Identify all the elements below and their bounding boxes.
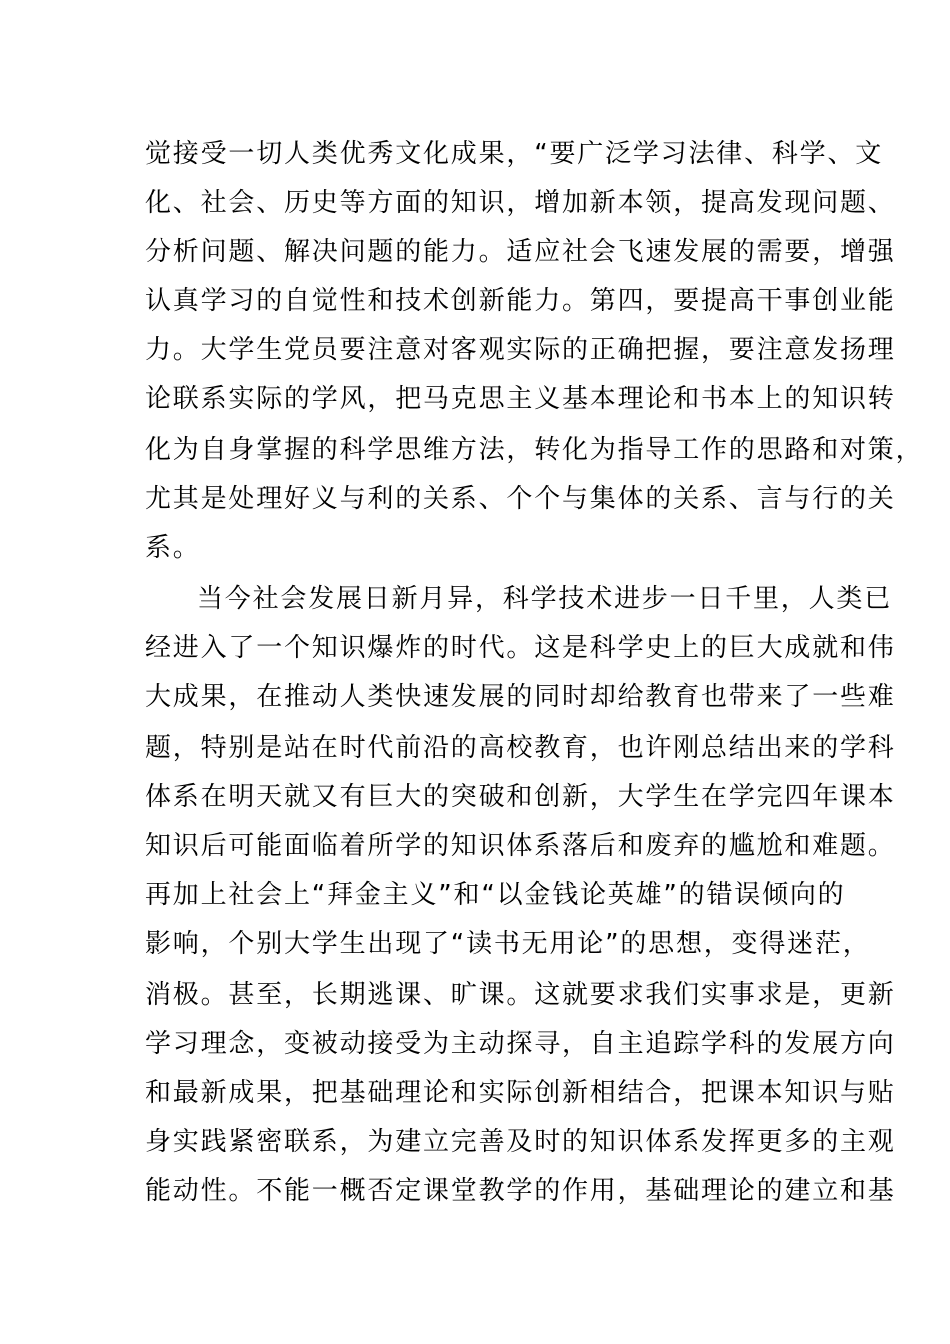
text-line: 论联系实际的学风，把马克思主义基本理论和书本上的知识转 bbox=[145, 384, 896, 414]
text-line: 体系在明天就又有巨大的突破和创新，大学生在学完四年课本 bbox=[145, 782, 896, 812]
text-line: 身实践紧密联系，为建立完善及时的知识体系发挥更多的主观 bbox=[145, 1127, 896, 1157]
text-line: 当今社会发展日新月异，科学技术进步一日千里，人类已 bbox=[197, 584, 893, 614]
text-line: 大成果，在推动人类快速发展的同时却给教育也带来了一些难 bbox=[145, 682, 896, 712]
text-line: 力。大学生党员要注意对客观实际的正确把握，要注意发扬理 bbox=[145, 335, 896, 365]
text-line: 尤其是处理好义与利的关系、个个与集体的关系、言与行的关 bbox=[145, 484, 896, 514]
text-line: 觉接受一切人类优秀文化成果，“要广泛学习法律、科学、文 bbox=[145, 139, 884, 169]
text-line: 经进入了一个知识爆炸的时代。这是科学史上的巨大成就和伟 bbox=[145, 633, 896, 663]
text-line: 能动性。不能一概否定课堂教学的作用，基础理论的建立和基 bbox=[145, 1176, 896, 1206]
text-line: 系。 bbox=[145, 533, 201, 563]
text-line: 学习理念，变被动接受为主动探寻，自主追踪学科的发展方向 bbox=[145, 1029, 896, 1059]
text-line: 知识后可能面临着所学的知识体系落后和废弃的尴尬和难题。 bbox=[145, 831, 896, 861]
text-line: 再加上社会上“拜金主义”和“以金钱论英雄”的错误倾向的 bbox=[145, 880, 846, 910]
text-line: 和最新成果，把基础理论和实际创新相结合，把课本知识与贴 bbox=[145, 1078, 896, 1108]
text-line: 化、社会、历史等方面的知识，增加新本领，提高发现问题、 bbox=[145, 188, 896, 218]
text-line: 题，特别是站在时代前沿的高校教育，也许刚总结出来的学科 bbox=[145, 733, 896, 763]
text-line: 消极。甚至，长期逃课、旷课。这就要求我们实事求是，更新 bbox=[145, 980, 896, 1010]
text-line: 分析问题、解决问题的能力。适应社会飞速发展的需要，增强 bbox=[145, 237, 896, 267]
text-line: 认真学习的自觉性和技术创新能力。第四，要提高干事创业能 bbox=[145, 286, 896, 316]
text-line: 影响，个别大学生出现了“读书无用论”的思想，变得迷茫， bbox=[145, 929, 871, 959]
text-line: 化为自身掌握的科学思维方法，转化为指导工作的思路和对策， bbox=[145, 435, 924, 465]
